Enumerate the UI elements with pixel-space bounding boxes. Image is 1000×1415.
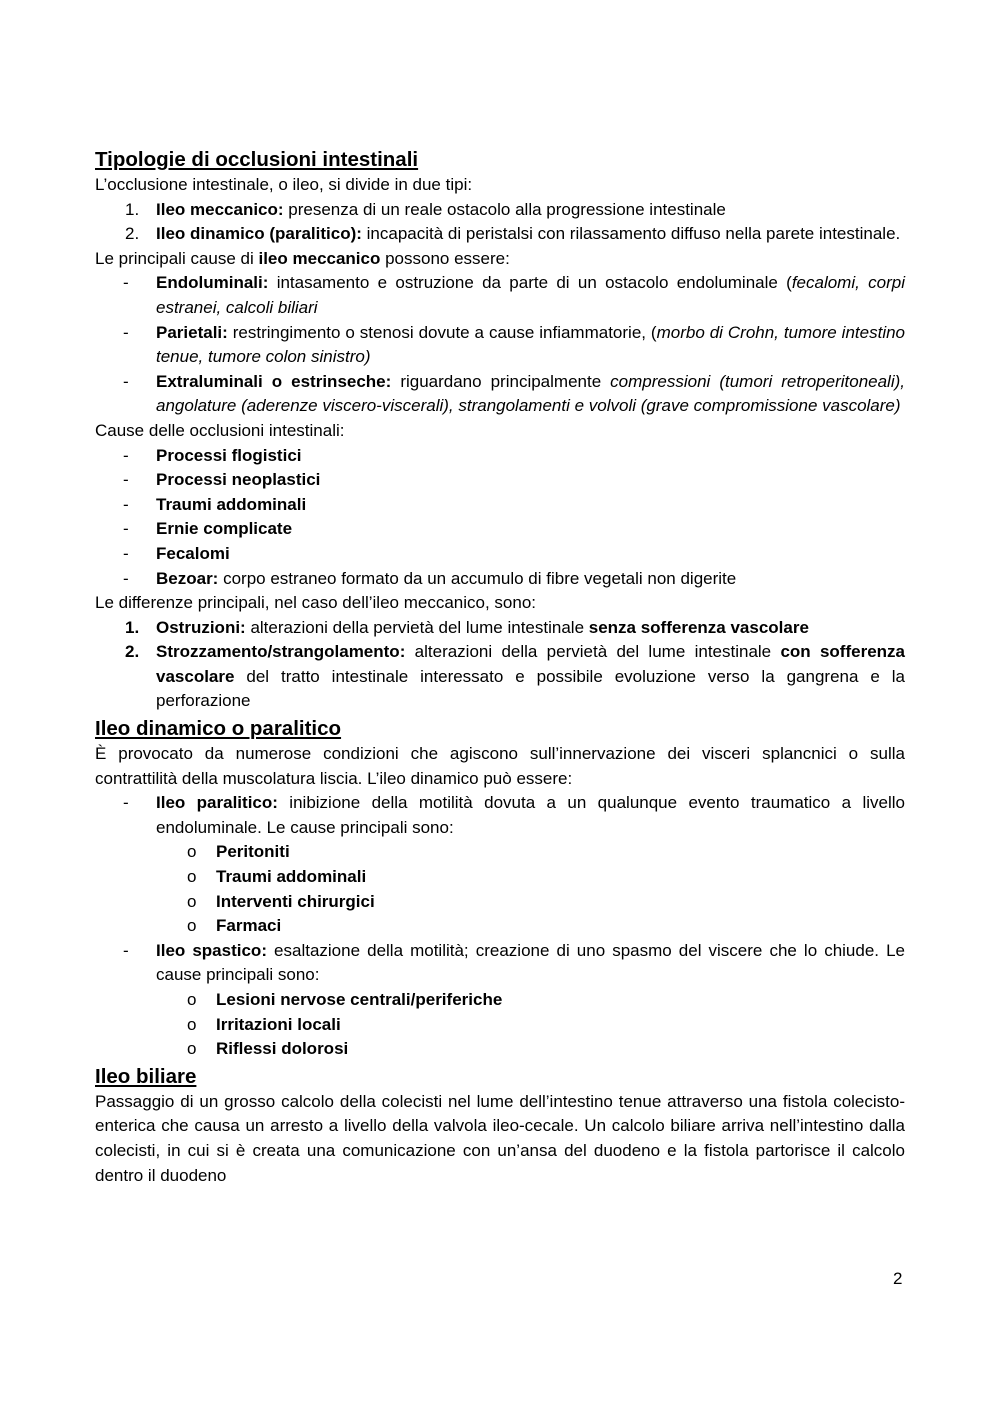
section-intro: È provocato da numerose condizioni che agiscono sull’innervazione dei visceri splancnici o sulla contrattilità della muscolatura liscia. L’ileo dinamico può essere: (95, 744, 905, 788)
term: Processi flogistici (156, 445, 302, 465)
dash-bullet: - (123, 371, 129, 391)
circle-bullet: o (187, 1014, 197, 1034)
text-run: possono essere: (380, 248, 510, 268)
list-item (95, 542, 905, 567)
section-title-occlusioni: Tipologie di occlusioni intestinali (95, 148, 419, 171)
section-body: Passaggio di un grosso calcolo della colecisti nel lume dell’intestino tenue attraverso una fistola colecisto-enterica che causa un arresto a livello della valvola ileo-cecale. Un calcolo biliare arriva nell’intestino dalla colecisti, in cui si è creata una comunicazione con un’ansa del duodeno e la fistola partorisce il calcolo dentro il duodeno (95, 1091, 905, 1185)
term: Parietali: (156, 322, 228, 342)
dinamico-types-list-2 (95, 939, 905, 988)
types-list (95, 198, 905, 247)
term: Traumi addominali (156, 494, 307, 514)
term: Traumi addominali (216, 867, 367, 887)
definition: riguardano principalmente (391, 371, 611, 391)
list-item (95, 939, 905, 988)
list-number: 2. (125, 642, 140, 662)
list-number: 2. (125, 224, 140, 244)
term: Ileo dinamico (paralitico): (156, 224, 362, 244)
dash-bullet: - (123, 519, 129, 539)
circle-bullet: o (187, 867, 197, 887)
term: Riflessi dolorosi (216, 1039, 349, 1059)
paralitico-causes-list (95, 840, 905, 938)
spastico-causes-list (95, 988, 905, 1062)
sub-list-item (95, 1037, 905, 1062)
term: Extraluminali o estrinseche: (156, 371, 392, 391)
list-number: 1. (125, 617, 140, 637)
italic-text: morbo di Crohn, tumore intestino tenue, tumore colon sinistro) (156, 322, 905, 367)
dash-bullet: - (123, 322, 129, 342)
definition: restringimento o stenosi dovute a cause infiammatorie, ( (227, 322, 657, 342)
sub-list-item (95, 1013, 905, 1038)
term: Interventi chirurgici (216, 891, 375, 911)
term: Peritoniti (216, 842, 290, 862)
list-item (95, 321, 905, 370)
definition: esaltazione della motilità; creazione di uno spasmo del viscere che lo chiude. Le cause principali sono: (156, 940, 905, 985)
circle-bullet: o (187, 842, 197, 862)
term: Ileo paralitico: (156, 793, 278, 813)
sub-list-item (95, 890, 905, 915)
section-intro: L’occlusione intestinale, o ileo, si divide in due tipi: (95, 175, 473, 194)
occl-causes-list (95, 444, 905, 592)
dinamico-types-list (95, 791, 905, 840)
term: Bezoar: (156, 568, 219, 588)
emphasis: con sofferenza vascolare (156, 642, 905, 686)
term: Ernie complicate (156, 519, 293, 539)
term: Irritazioni locali (216, 1014, 341, 1034)
bold-run: ileo meccanico (258, 248, 381, 268)
text-run: Le principali cause di (95, 248, 259, 268)
circle-bullet: o (187, 891, 197, 911)
sub-list-item (95, 840, 905, 865)
dash-bullet: - (123, 543, 129, 563)
dash-bullet: - (123, 445, 129, 465)
list-item (95, 271, 905, 320)
diff-intro: Le differenze principali, nel caso dell’ileo meccanico, sono: (95, 593, 536, 613)
dash-bullet: - (123, 470, 129, 490)
dash-bullet: - (123, 494, 129, 514)
term: Farmaci (216, 916, 282, 936)
section-title-ileo-dinamico: Ileo dinamico o paralitico (95, 717, 342, 741)
list-item (95, 616, 905, 641)
definition: inibizione della motilità dovuta a un qualunque evento traumatico a livello endoluminale. Le cause principali sono: (156, 793, 906, 837)
circle-bullet: o (187, 1039, 197, 1059)
sub-list-item (95, 914, 905, 939)
term: Ileo meccanico: (156, 199, 284, 219)
dash-bullet: - (123, 793, 129, 813)
definition: corpo estraneo formato da un accumulo di fibre vegetali non digerite (218, 568, 737, 588)
causes-intro (95, 247, 905, 272)
sub-list-item (95, 865, 905, 890)
emphasis: senza sofferenza vascolare (588, 617, 809, 637)
term: Lesioni nervose centrali/periferiche (216, 990, 503, 1009)
list-item (95, 640, 905, 714)
occl-causes-intro: Cause delle occlusioni intestinali: (95, 420, 345, 440)
list-item (95, 370, 905, 419)
diff-list (95, 616, 905, 714)
document-page (95, 145, 905, 1188)
list-number: 1. (125, 199, 140, 219)
italic-text: compressioni (tumori retroperitoneali), angolature (aderenze viscero-viscerali), strangolamenti e volvoli (grave compromissione vascolare) (156, 371, 905, 416)
term: Ostruzioni: (156, 617, 246, 637)
list-item (95, 517, 905, 542)
definition: intasamento e ostruzione da parte di un ostacolo endoluminale ( (268, 273, 792, 293)
list-item (95, 468, 905, 493)
definition: alterazioni della pervietà del lume intestinale (405, 642, 781, 662)
term: Endoluminali: (156, 273, 269, 293)
term: Processi neoplastici (156, 470, 321, 490)
list-item (95, 567, 905, 592)
list-item (95, 198, 905, 223)
dash-bullet: - (123, 568, 129, 588)
section-title-ileo-biliare: Ileo biliare (95, 1064, 197, 1088)
italic-text: fecalomi, corpi estranei, calcoli biliari (156, 273, 905, 317)
list-item (95, 222, 905, 247)
term: Ileo spastico: (156, 940, 267, 960)
dash-bullet: - (123, 273, 129, 293)
definition: alterazioni della pervietà del lume intestinale (245, 617, 589, 637)
list-item (95, 444, 905, 469)
term: Strozzamento/strangolamento: (156, 642, 406, 662)
mech-causes-list (95, 271, 905, 419)
list-item (95, 791, 905, 840)
sub-list-item (95, 988, 905, 1013)
definition: presenza di un reale ostacolo alla progressione intestinale (283, 199, 726, 219)
definition-cont: del tratto intestinale interessato e possibile evoluzione verso la gangrena e la perforazione (156, 666, 905, 711)
dash-bullet: - (123, 940, 129, 960)
page-number: 2 (893, 1269, 903, 1288)
circle-bullet: o (187, 916, 197, 936)
term: Fecalomi (156, 543, 230, 563)
circle-bullet: o (187, 990, 197, 1009)
list-item (95, 493, 905, 518)
definition: incapacità di peristalsi con rilassamento diffuso nella parete intestinale. (361, 224, 901, 244)
